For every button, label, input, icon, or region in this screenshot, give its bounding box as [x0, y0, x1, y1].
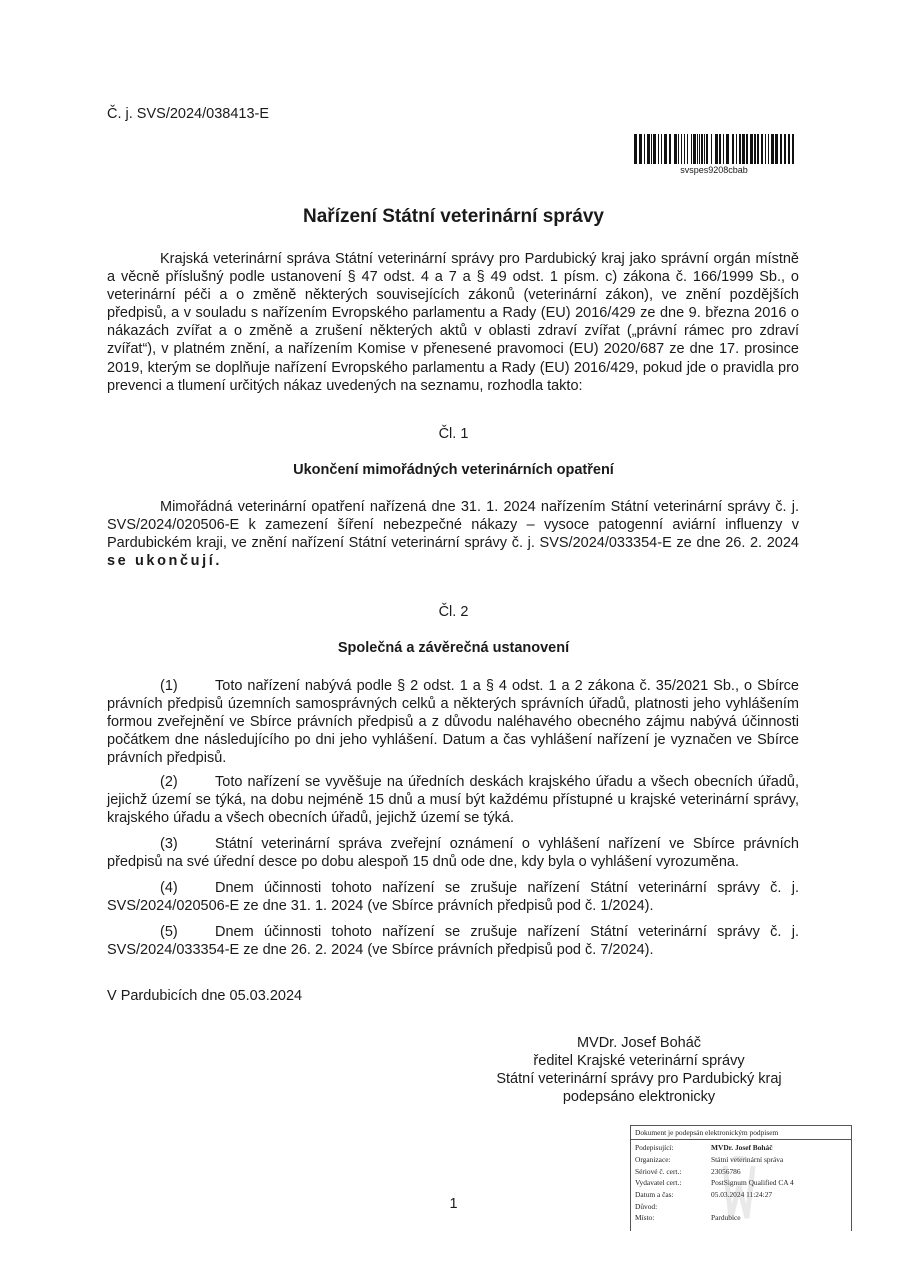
barcode-bar: [765, 134, 766, 164]
barcode-text: svspes9208cbab: [680, 165, 748, 175]
barcode-bar: [736, 134, 737, 164]
paragraph-number: (4): [160, 880, 178, 896]
signature-note: podepsáno elektronicky: [562, 1089, 716, 1105]
article-1-body: Mimořádná veterinární opatření nařízená dne 31. 1. 2024 nařízením Státní veterinární správy č. j. SVS/2024/020506-E k zamezení šíření nebezpečné nákazy – vysoce patogenní aviární influenzy v Pardubickém kraji, ve znění nařízení Státní veterinární správy č. j. SVS/2024/033354-E ze dne 26. 2. 2024: [107, 499, 799, 552]
page-number: 1: [449, 1196, 458, 1212]
barcode-bar: [780, 134, 782, 164]
barcode-bar: [697, 134, 698, 164]
stamp-label: Místo:: [635, 1213, 655, 1223]
paragraph-text: Státní veterinární správa zveřejní oznámení o vyhlášení nařízení ve Sbírce právních předpisů na své úřední desce po dobu alespoň 15 dnů ode dne, kdy byla o vyhlášení vyrozuměna.: [107, 836, 799, 871]
barcode-bar: [658, 134, 659, 164]
stamp-value: 05.03.2024 11:24:27: [711, 1190, 773, 1200]
barcode-bar: [715, 134, 718, 164]
stamp-value: 23056786: [711, 1166, 741, 1176]
stamp-value: PostSignum Qualified CA 4: [711, 1178, 794, 1188]
barcode-bar: [761, 134, 763, 164]
barcode-bar: [678, 134, 679, 164]
stamp-label: Podepisující:: [635, 1143, 674, 1153]
barcode-bar: [706, 134, 708, 164]
paragraph-number: (5): [160, 924, 178, 940]
barcode-bar: [792, 134, 794, 164]
article-2-heading: Společná a závěrečná ustanovení: [337, 640, 570, 656]
stamp-label: Vydavatel cert.:: [635, 1178, 682, 1188]
paragraph-text: Dnem účinnosti tohoto nařízení se zrušuje nařízení Státní veterinární správy č. j. SVS/2024/033354-E ze dne 26. 2. 2024 (ve Sbírce právních předpisů pod č. 7/2024).: [107, 924, 799, 959]
article-1-heading: Ukončení mimořádných veterinárních opatření: [293, 462, 614, 478]
signature-block: [480, 1034, 798, 1106]
stamp-header: Dokument je podepsán elektronickým podpisem: [631, 1128, 851, 1140]
article-2-paragraph-4: [107, 879, 799, 915]
barcode-bar: [771, 134, 774, 164]
barcode-bar: [691, 134, 692, 164]
article-1-text: [107, 498, 799, 570]
barcode-bar: [664, 134, 667, 164]
barcode-bar: [711, 134, 712, 164]
barcode-bar: [693, 134, 696, 164]
signer-role: ředitel Krajské veterinární správy: [533, 1053, 745, 1069]
barcode-bar: [739, 134, 741, 164]
barcode-bar: [647, 134, 650, 164]
signature-watermark-icon: [719, 1156, 759, 1226]
barcode-bar: [653, 134, 656, 164]
article-2-paragraph-3: [107, 835, 799, 871]
reference-number: Č. j. SVS/2024/038413-E: [107, 106, 270, 122]
barcode-bar: [681, 134, 682, 164]
barcode-bar: [732, 134, 734, 164]
barcode-bar: [684, 134, 685, 164]
barcode-bar: [784, 134, 786, 164]
document-title: Nařízení Státní veterinární správy: [303, 206, 604, 227]
stamp-value: Pardubice: [711, 1213, 741, 1223]
paragraph-number: (1): [160, 678, 178, 694]
barcode-bar: [775, 134, 778, 164]
barcode-bar: [704, 134, 705, 164]
barcode-bar: [644, 134, 645, 164]
paragraph-text: Toto nařízení nabývá podle § 2 odst. 1 a § 4 odst. 1 a 2 zákona č. 35/2021 Sb., o Sbírce právních předpisů územních samosprávných celků a některých správních úřadů, platnosti jeho vyhlášením formou zveřejnění ve Sbírce právních předpisů a z důvodu naléhavého obecného zájmu nabývá účinnosti počátkem dne následujícího po dni jeho vyhlášení. Datum a čas vyhlášení nařízení je vyznačen ve Sbírce právních předpisů.: [107, 678, 799, 767]
barcode-bar: [750, 134, 753, 164]
barcode-bar: [701, 134, 703, 164]
signer-organization: Státní veterinární správy pro Pardubický kraj: [496, 1071, 782, 1087]
barcode-bar: [742, 134, 745, 164]
paragraph-number: (2): [160, 774, 178, 790]
article-2-paragraph-5: [107, 923, 799, 959]
stamp-label: Sériové č. cert.:: [635, 1166, 682, 1176]
barcode-bar: [687, 134, 688, 164]
article-1-emphasis: se ukončují.: [107, 553, 222, 570]
paragraph-text: Dnem účinnosti tohoto nařízení se zrušuje nařízení Státní veterinární správy č. j. SVS/2024/020506-E ze dne 31. 1. 2024 (ve Sbírce právních předpisů pod č. 1/2024).: [107, 880, 799, 915]
stamp-label: Datum a čas:: [635, 1190, 674, 1200]
stamp-row: [635, 1142, 847, 1154]
stamp-label: Organizace:: [635, 1155, 671, 1165]
barcode: [633, 134, 795, 175]
signer-name: MVDr. Josef Boháč: [576, 1035, 702, 1051]
barcode-bar: [699, 134, 700, 164]
article-2-number: Čl. 2: [438, 604, 469, 620]
barcode-bar: [754, 134, 756, 164]
intro-paragraph: Krajská veterinární správa Státní veterinární správy pro Pardubický kraj jako správní orgán místně a věcně příslušný podle ustanovení § 47 odst. 4 a 7 a § 49 odst. 1 písm. c) zákona č. 166/1999 Sb., o veterinární péči a o změně některých souvisejících zákonů (veterinární zákon), ve znění pozdějších předpisů, a v souladu s nařízením Evropského parlamentu a Rady (EU) 2016/429 ze dne 9. března 2016 o nákazách zvířat a o změně a zrušení některých aktů v oblasti zdraví zvířat („právní rámec pro zdraví zvířat“), v platném znění, a nařízením Komise v přenesené pravomoci (EU) 2020/687 ze dne 17. prosince 2019, kterým se doplňuje nařízení Evropského parlamentu a Rady (EU) 2016/429, pokud jde o pravidla pro prevenci a tlumení určitých nákaz uvedených na seznamu, rozhodla takto:: [107, 251, 799, 394]
barcode-bar: [639, 134, 642, 164]
place-and-date: V Pardubicích dne 05.03.2024: [107, 988, 303, 1004]
article-2-paragraph-1: [107, 677, 799, 767]
stamp-value: Státní veterinární správa: [711, 1155, 784, 1165]
barcode-bar: [634, 134, 637, 164]
barcode-bar: [788, 134, 790, 164]
barcode-bar: [669, 134, 671, 164]
barcode-image: [633, 134, 795, 164]
barcode-bar: [768, 134, 769, 164]
barcode-bar: [661, 134, 662, 164]
barcode-bar: [746, 134, 748, 164]
barcode-bar: [651, 134, 652, 164]
stamp-label: Důvod:: [635, 1201, 658, 1211]
barcode-bar: [757, 134, 759, 164]
article-1-number: Čl. 1: [438, 426, 469, 442]
paragraph-number: (3): [160, 836, 178, 852]
barcode-bar: [723, 134, 724, 164]
barcode-bar: [726, 134, 729, 164]
barcode-bar: [674, 134, 677, 164]
barcode-bar: [719, 134, 721, 164]
paragraph-text: Toto nařízení se vyvěšuje na úředních deskách krajského úřadu a všech obecních úřadů, jejichž území se týká, na dobu nejméně 15 dnů a musí být každému přístupné u krajské veterinární správy, krajského úřadu a všech obecních úřadů, jejichž území se týká.: [107, 774, 799, 827]
article-2-paragraph-2: [107, 773, 799, 827]
electronic-signature-stamp: [630, 1125, 852, 1231]
stamp-value: MVDr. Josef Boháč: [711, 1143, 773, 1153]
